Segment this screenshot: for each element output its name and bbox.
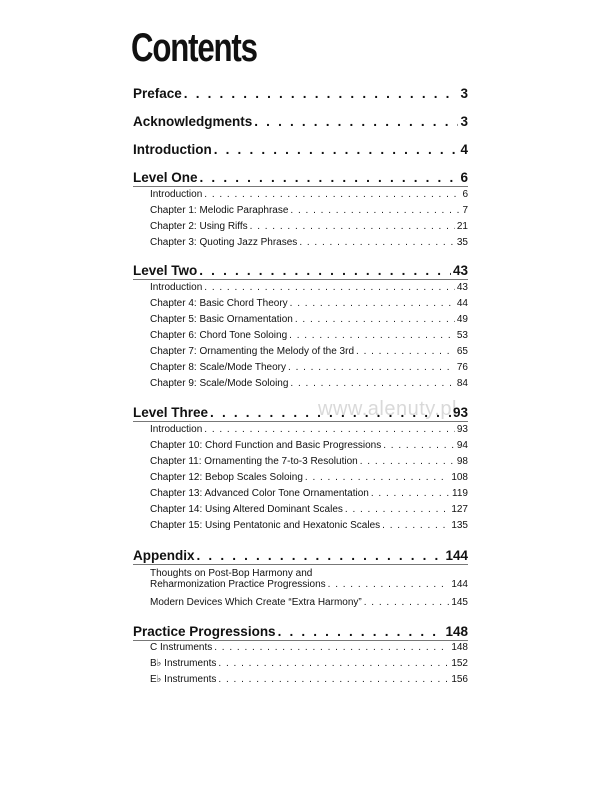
toc-entry-level-three[interactable] [133,405,468,420]
toc-page: 21 [456,221,468,232]
toc-page: 144 [451,579,468,590]
toc-entry-practice-progressions[interactable] [133,624,468,639]
dot-leader [218,658,449,669]
dot-leader [210,405,451,420]
toc-label: Acknowledgments [133,114,253,129]
toc-label: Introduction [150,189,203,200]
section-rule [133,279,468,280]
toc-page: 53 [456,330,468,341]
dot-leader [295,314,455,325]
toc-entry-level-two[interactable] [133,263,468,278]
toc-label: Introduction [133,142,212,157]
toc-subentry[interactable] [150,488,468,499]
toc-entry-level-one[interactable] [133,170,468,185]
section-rule [133,564,468,565]
toc-page: 148 [451,642,468,653]
toc-subentry[interactable] [150,205,468,216]
toc-label: B♭ Instruments [150,658,217,669]
section-rule [133,640,468,641]
toc-label: C Instruments [150,642,213,653]
toc-page: 43 [456,282,468,293]
toc-page: 119 [452,488,468,499]
dot-leader [204,282,455,293]
toc-page: 94 [456,440,468,451]
toc-label: Chapter 6: Chord Tone Soloing [150,330,288,341]
dot-leader [364,597,450,608]
toc-page: 156 [451,674,468,685]
toc-entry-preface[interactable] [133,86,468,101]
toc-label: Introduction [150,424,203,435]
toc-label: Modern Devices Which Create “Extra Harmony” [150,597,362,608]
toc-subentry[interactable] [150,314,468,325]
dot-leader [254,114,458,129]
toc-page: 127 [451,504,468,515]
toc-label: Chapter 4: Basic Chord Theory [150,298,288,309]
toc-subentry[interactable] [150,237,468,248]
toc-page: 35 [456,237,468,248]
toc-page: 84 [456,378,468,389]
toc-label: Preface [133,86,182,101]
toc-label: Chapter 12: Bebop Scales Soloing [150,472,303,483]
toc-label: Practice Progressions [133,624,276,639]
dot-leader [360,456,455,467]
toc-page: 108 [451,472,468,483]
dot-leader [371,488,450,499]
toc-subentry[interactable] [150,330,468,341]
toc-page: 144 [445,548,468,563]
toc-page: 76 [456,362,468,373]
toc-subentry[interactable] [150,568,468,590]
dot-leader [197,548,444,563]
toc-page: 98 [456,456,468,467]
toc-page: 145 [451,597,468,608]
toc-subentry[interactable] [150,221,468,232]
toc-subentry[interactable] [150,674,468,685]
dot-leader [345,504,449,515]
toc-label: Chapter 9: Scale/Mode Soloing [150,378,289,389]
toc-subentry[interactable] [150,504,468,515]
dot-leader [250,221,455,232]
toc-subentry[interactable] [150,282,468,293]
toc-label: Chapter 8: Scale/Mode Theory [150,362,287,373]
toc-subentry[interactable] [150,346,468,357]
dot-leader [299,237,455,248]
toc-subentry[interactable] [150,597,468,608]
toc-label: Chapter 5: Basic Ornamentation [150,314,293,325]
toc-page: 152 [451,658,468,669]
toc-page: 65 [456,346,468,357]
dot-leader [290,298,455,309]
dot-leader [184,86,459,101]
toc-subentry[interactable] [150,658,468,669]
dot-leader [289,330,455,341]
dot-leader [290,378,454,389]
toc-subentry[interactable] [150,520,468,531]
toc-subentry[interactable] [150,642,468,653]
toc-label-line2: Reharmonization Practice Progressions [150,579,326,590]
toc-label: Appendix [133,548,195,563]
toc-page: 148 [445,624,468,639]
toc-label: Chapter 13: Advanced Color Tone Ornamentation [150,488,369,499]
toc-page: 135 [451,520,468,531]
toc-label: Level Two [133,263,198,278]
toc-page: 93 [452,405,468,420]
toc-subentry[interactable] [150,472,468,483]
dot-leader [305,472,449,483]
dot-leader [214,642,449,653]
toc-entry-introduction[interactable] [133,142,468,157]
dot-leader [278,624,444,639]
toc-label: E♭ Instruments [150,674,217,685]
toc-subentry[interactable] [150,456,468,467]
toc-entry-appendix[interactable] [133,548,468,563]
toc-subentry[interactable] [150,378,468,389]
toc-page: 49 [456,314,468,325]
toc-label: Chapter 2: Using Riffs [150,221,248,232]
toc-page: 6 [462,189,468,200]
toc-page: 44 [456,298,468,309]
dot-leader [214,142,459,157]
toc-label: Level One [133,170,198,185]
toc-entry-acknowledgments[interactable] [133,114,468,129]
dot-leader [288,362,455,373]
section-rule [133,186,468,187]
toc-label: Chapter 7: Ornamenting the Melody of the 3rd [150,346,355,357]
toc-label: Chapter 1: Melodic Paraphrase [150,205,289,216]
toc-label: Chapter 10: Chord Function and Basic Progressions [150,440,382,451]
section-rule [133,421,468,422]
toc-subentry[interactable] [150,298,468,309]
toc-label-line1: Thoughts on Post-Bop Harmony and [150,568,313,579]
dot-leader [200,170,459,185]
dot-leader [204,424,455,435]
toc-label: Chapter 14: Using Altered Dominant Scales [150,504,343,515]
toc-page: 6 [460,170,468,185]
page-title: Contents [131,26,257,70]
dot-leader [383,440,455,451]
toc-page: 7 [462,205,468,216]
dot-leader [199,263,451,278]
toc-subentry[interactable] [150,424,468,435]
dot-leader [218,674,449,685]
toc-label: Level Three [133,405,209,420]
toc-page: 3 [460,114,468,129]
toc-subentry[interactable] [150,189,468,200]
dot-leader [356,346,455,357]
toc-label: Introduction [150,282,203,293]
toc-label: Chapter 15: Using Pentatonic and Hexatonic Scales [150,520,381,531]
toc-page: 43 [452,263,468,278]
toc-subentry[interactable] [150,440,468,451]
dot-leader [382,520,449,531]
toc-page: 3 [460,86,468,101]
toc-page: 93 [456,424,468,435]
toc-page: 4 [460,142,468,157]
toc-label: Chapter 11: Ornamenting the 7-to-3 Resolution [150,456,358,467]
dot-leader [328,579,450,590]
dot-leader [290,205,460,216]
toc-subentry[interactable] [150,362,468,373]
watermark: www.alenuty.pl [318,398,457,420]
toc-label: Chapter 3: Quoting Jazz Phrases [150,237,298,248]
dot-leader [204,189,460,200]
